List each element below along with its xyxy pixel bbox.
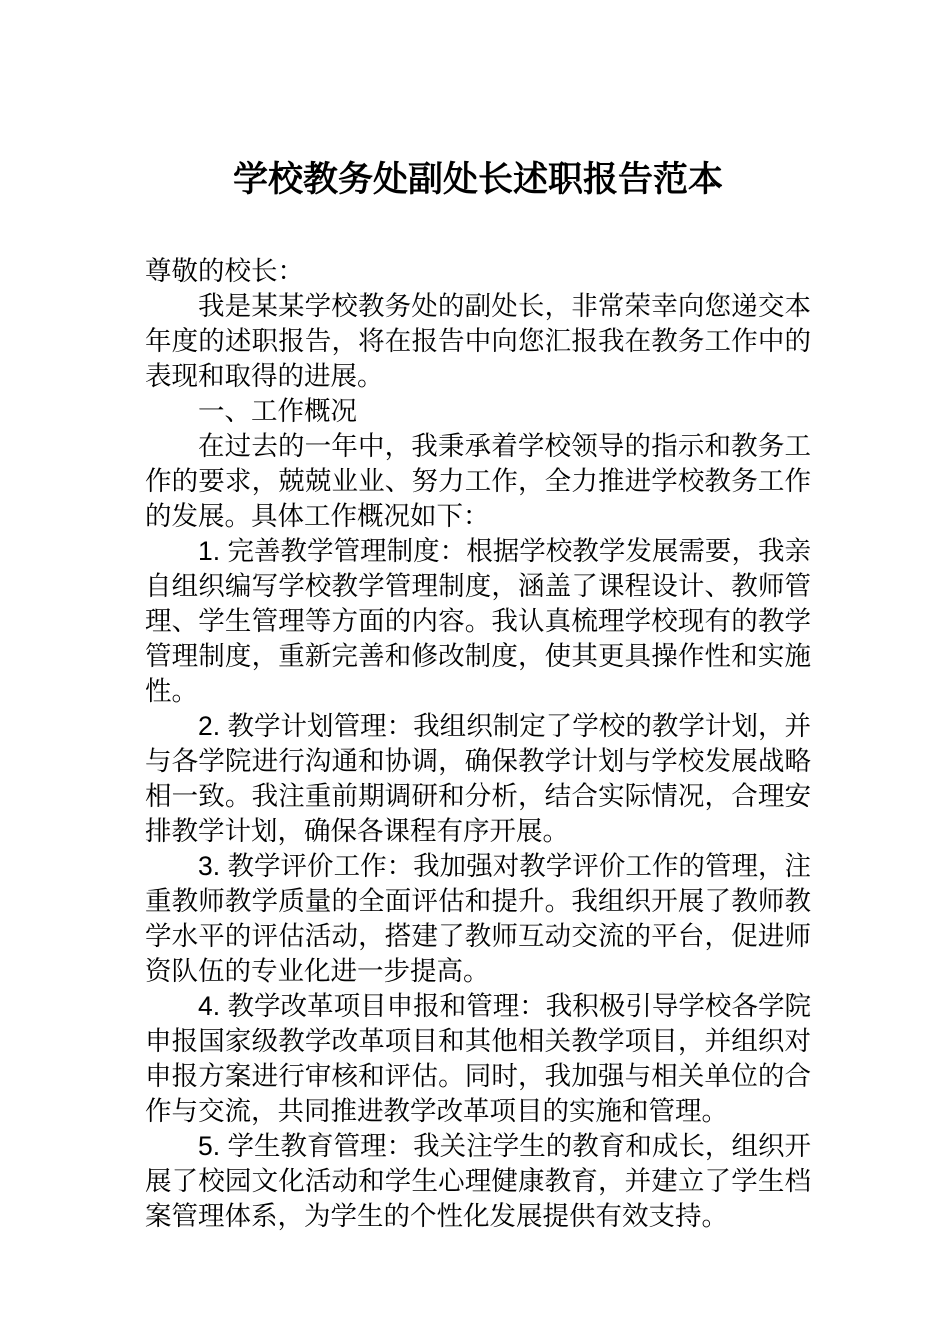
list-item-5: 5. 学生教育管理：我关注学生的教育和成长，组织开展了校园文化活动和学生心理健康教育，并建立了学生档案管理体系，为学生的个性化发展提供有效支持。 — [145, 1131, 811, 1231]
list-item-4: 4. 教学改革项目申报和管理：我积极引导学校各学院申报国家级教学改革项目和其他相关教学项目，并组织对申报方案进行审核和评估。同时，我加强与相关单位的合作与交流，共同推进教学改革项目的实施和管理。 — [145, 991, 811, 1126]
list-item-1: 1. 完善教学管理制度：根据学校教学发展需要，我亲自组织编写学校教学管理制度，涵盖了课程设计、教师管理、学生管理等方面的内容。我认真梳理学校现有的教学管理制度，重新完善和修改制度，使其更具操作性和实施性。 — [145, 536, 811, 706]
document-body — [145, 254, 811, 1234]
list-item-3: 3. 教学评价工作：我加强对教学评价工作的管理，注重教师教学质量的全面评估和提升。我组织开展了教师教学水平的评估活动，搭建了教师互动交流的平台，促进师资队伍的专业化进一步提高。 — [145, 851, 811, 986]
document-title: 学校教务处副处长述职报告范本 — [232, 160, 723, 199]
overview-paragraph: 在过去的一年中，我秉承着学校领导的指示和教务工作的要求，兢兢业业、努力工作，全力推进学校教务工作的发展。具体工作概况如下： — [145, 431, 811, 531]
section-heading: 一、工作概况 — [198, 396, 357, 426]
document-content — [145, 0, 811, 1234]
salutation-line: 尊敬的校长： — [145, 256, 304, 286]
intro-paragraph: 我是某某学校教务处的副处长，非常荣幸向您递交本年度的述职报告，将在报告中向您汇报我在教务工作中的表现和取得的进展。 — [145, 291, 811, 391]
list-item-2: 2. 教学计划管理：我组织制定了学校的教学计划，并与各学院进行沟通和协调，确保教学计划与学校发展战略相一致。我注重前期调研和分析，结合实际情况，合理安排教学计划，确保各课程有序开展。 — [145, 711, 811, 846]
